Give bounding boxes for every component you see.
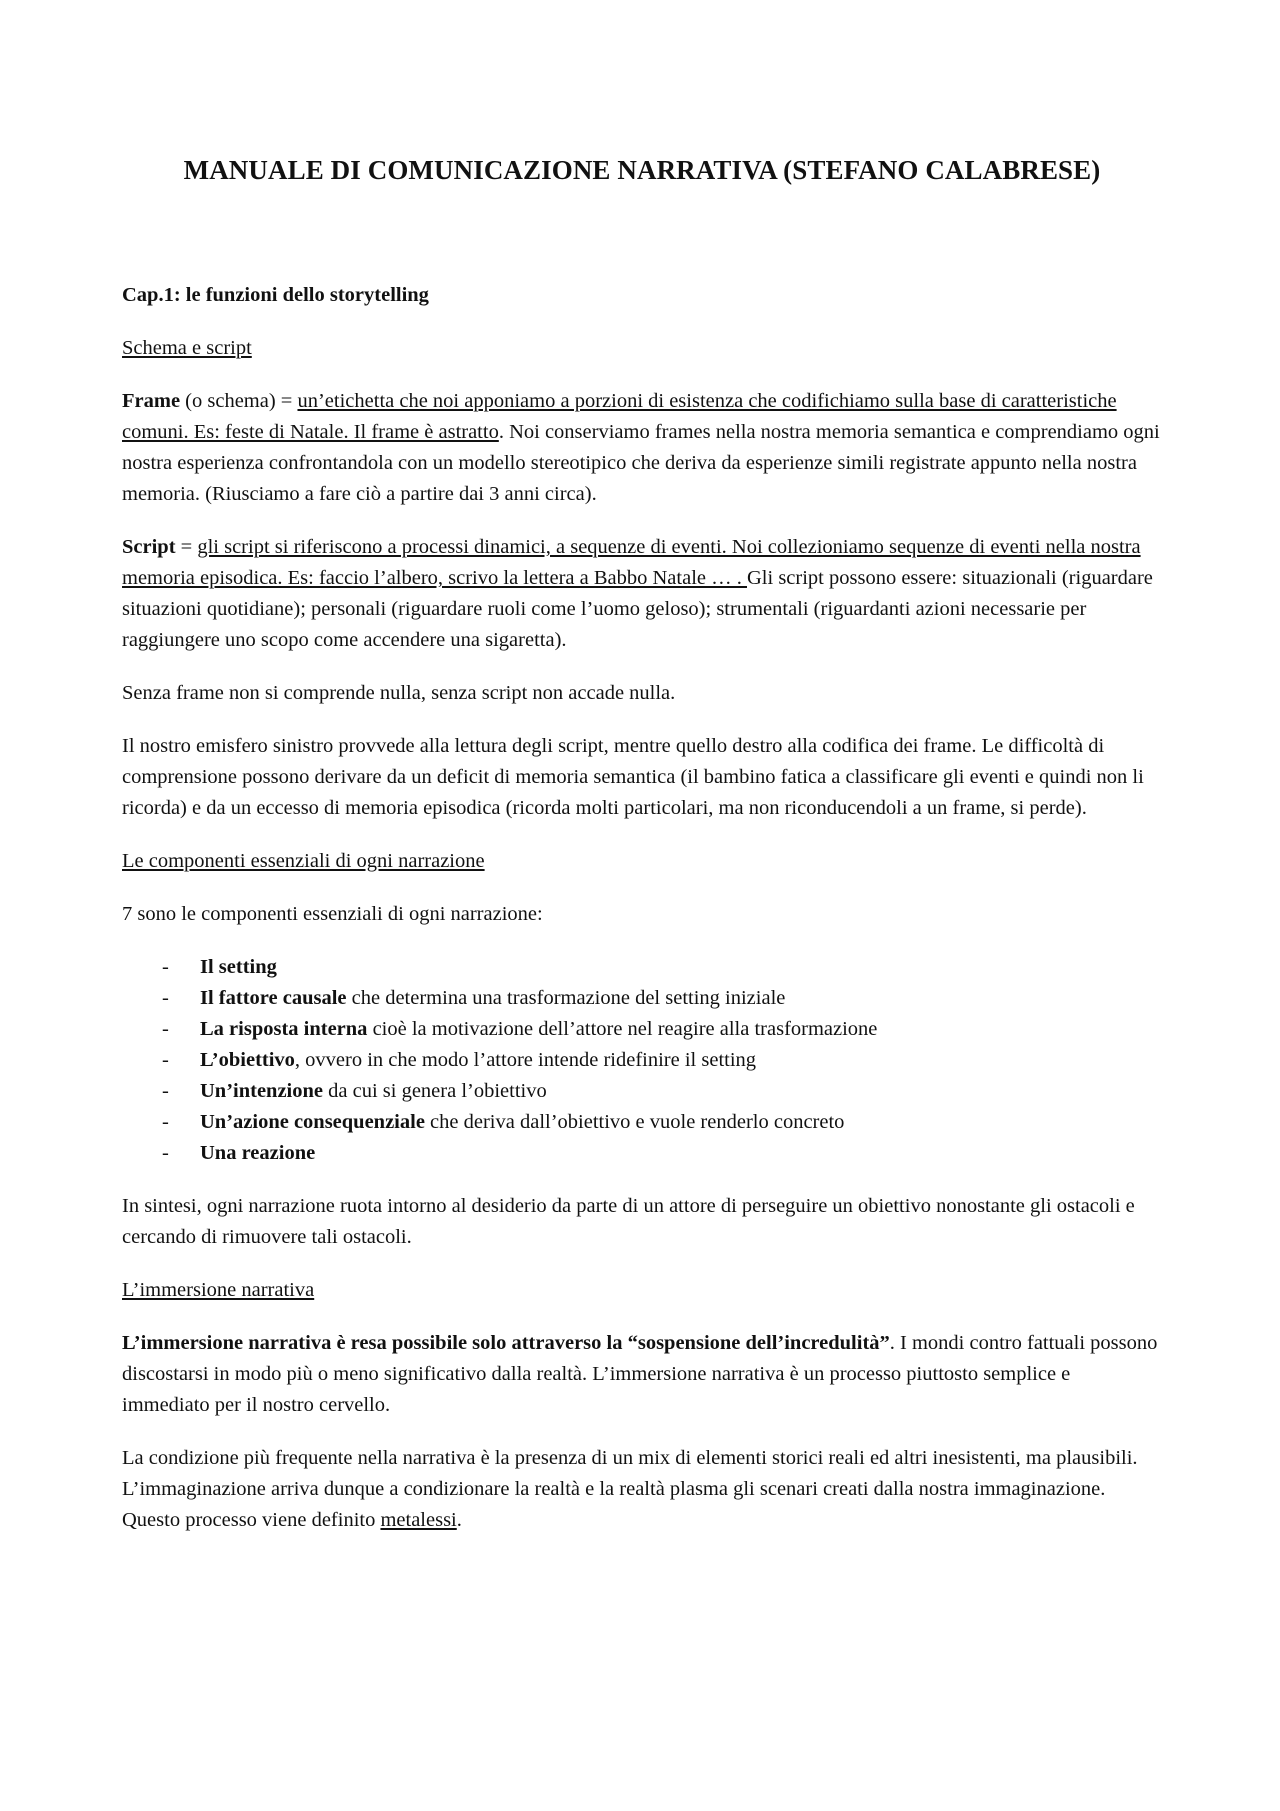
paragraph-componenti-intro: 7 sono le componenti essenziali di ogni narrazione: <box>122 903 543 925</box>
metalessi-end: . <box>456 1509 462 1531</box>
components-list <box>122 952 1162 1169</box>
frame-definition: un’etichetta che noi apponiamo a porzioni di esistenza che codifichiamo sulla base di caratteristiche comuni. Es: feste di Natale. Il frame è astratto <box>122 390 1117 443</box>
section-heading-componenti: Le componenti essenziali di ogni narrazione <box>122 850 485 872</box>
list-dash: - <box>162 1080 169 1102</box>
list-item-term: Un’azione consequenziale <box>200 1111 425 1133</box>
list-item <box>162 1138 1162 1169</box>
list-item <box>162 1107 1162 1138</box>
section-heading-schema-script: Schema e script <box>122 337 252 359</box>
list-dash: - <box>162 1049 169 1071</box>
section-heading-immersione: L’immersione narrativa <box>122 1279 315 1301</box>
script-connector: = <box>175 536 198 558</box>
script-definition: gli script si riferiscono a processi dinamici, a sequenze di eventi. Noi collezioniamo sequenze di eventi nella nostra memoria episodica. Es: faccio l’albero, scrivo la lettera a Babbo Natale … . <box>122 536 1141 589</box>
list-item-text: , ovvero in che modo l’attore intende ridefinire il setting <box>294 1049 757 1071</box>
paragraph-immersione <box>122 1328 1162 1421</box>
metalessi-text: La condizione più frequente nella narrativa è la presenza di un mix di elementi storici reali ed altri inesistenti, ma plausibili. L’immaginazione arriva dunque a condizionare la realtà e la realtà plasma gli scenari creati dalla nostra immaginazione. Questo processo viene definito <box>122 1447 1138 1531</box>
list-dash: - <box>162 987 169 1009</box>
term-script: Script <box>122 536 176 558</box>
frame-connector: (o schema) = <box>180 390 298 412</box>
list-item-term: Il setting <box>200 956 277 978</box>
paragraph-senza-frame: Senza frame non si comprende nulla, senza script non accade nulla. <box>122 682 676 704</box>
list-item <box>162 1076 1162 1107</box>
list-item <box>162 983 1162 1014</box>
list-item-term: L’obiettivo <box>200 1049 295 1071</box>
frame-explanation: . Noi conserviamo frames nella nostra memoria semantica e comprendiamo ogni nostra esperienza confrontandola con un modello stereotipico che deriva da esperienze simili registrate appunto nella nostra memoria. (Riusciamo a fare ciò a partire dai 3 anni circa). <box>122 421 1160 505</box>
list-item <box>162 1014 1162 1045</box>
script-explanation: Gli script possono essere: situazionali (riguardare situazioni quotidiane); personali (riguardare ruoli come l’uomo geloso); strumentali (riguardanti azioni necessarie per raggiungere uno scopo come accendere una sigaretta). <box>122 567 1153 651</box>
list-item-term: La risposta interna <box>200 1018 368 1040</box>
list-item-term: Un’intenzione <box>200 1080 323 1102</box>
paragraph-script <box>122 532 1162 656</box>
paragraph-metalessi <box>122 1443 1162 1536</box>
list-dash: - <box>162 1111 169 1133</box>
immersione-statement: L’immersione narrativa è resa possibile solo attraverso la “sospensione dell’incredulità” <box>122 1332 890 1354</box>
list-item-text: che deriva dall’obiettivo e vuole renderlo concreto <box>424 1111 845 1133</box>
list-dash: - <box>162 1018 169 1040</box>
term-frame: Frame <box>122 390 181 412</box>
document-title: MANUALE DI COMUNICAZIONE NARRATIVA (STEFANO CALABRESE) <box>183 155 1101 185</box>
list-item-term: Una reazione <box>200 1142 316 1164</box>
list-item-text: cioè la motivazione dell’attore nel reagire alla trasformazione <box>367 1018 878 1040</box>
list-dash: - <box>162 1142 169 1164</box>
metalessi-term: metalessi <box>380 1509 457 1531</box>
list-item-text: che determina una trasformazione del setting iniziale <box>346 987 786 1009</box>
paragraph-emisfero: Il nostro emisfero sinistro provvede alla lettura degli script, mentre quello destro alla codifica dei frame. Le difficoltà di comprensione possono derivare da un deficit di memoria semantica (il bambino fatica a classificare gli eventi e quindi non li ricorda) e da un eccesso di memoria episodica (ricorda molti particolari, ma non riconducendoli a un frame, si perde). <box>122 735 1144 819</box>
chapter-heading: Cap.1: le funzioni dello storytelling <box>122 284 429 306</box>
list-item-term: Il fattore causale <box>200 987 347 1009</box>
list-item <box>162 1045 1162 1076</box>
paragraph-frame <box>122 386 1162 510</box>
list-dash: - <box>162 956 169 978</box>
immersione-explanation: . I mondi contro fattuali possono discostarsi in modo più o meno significativo dalla realtà. L’immersione narrativa è un processo piuttosto semplice e immediato per il nostro cervello. <box>122 1332 1158 1416</box>
list-item <box>162 952 1162 983</box>
list-item-text: da cui si genera l’obiettivo <box>323 1080 547 1102</box>
paragraph-sintesi: In sintesi, ogni narrazione ruota intorno al desiderio da parte di un attore di perseguire un obiettivo nonostante gli ostacoli e cercando di rimuovere tali ostacoli. <box>122 1195 1135 1248</box>
